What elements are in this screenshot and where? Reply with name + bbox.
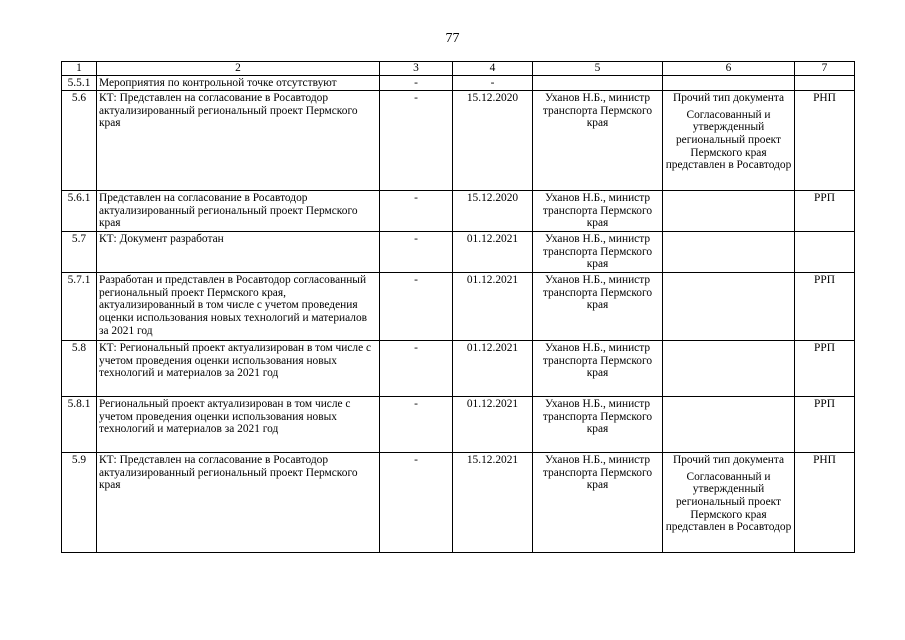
row-responsible: Уханов Н.Б., министр транспорта Пермского края: [533, 232, 663, 273]
row-number: 5.6: [62, 91, 97, 191]
row-col3: -: [380, 75, 453, 91]
header-cell: 6: [663, 62, 795, 76]
row-date: 01.12.2021: [453, 232, 533, 273]
plan-table: [61, 61, 855, 553]
row-responsible: Уханов Н.Б., министр транспорта Пермского края: [533, 191, 663, 232]
row-level: РРП: [795, 341, 855, 397]
table-row: [62, 232, 855, 273]
row-document-result: Согласованный и утвержденный региональный проект Пермского края представлен в Росавтодор: [665, 470, 792, 534]
row-col3: -: [380, 91, 453, 191]
table-row: [62, 91, 855, 191]
row-document-result: Согласованный и утвержденный региональный проект Пермского края представлен в Росавтодор: [665, 108, 792, 172]
row-level: РНП: [795, 453, 855, 553]
header-cell: 7: [795, 62, 855, 76]
row-document: [663, 91, 795, 191]
table-row: [62, 191, 855, 232]
row-document: [663, 75, 795, 91]
row-col3: -: [380, 191, 453, 232]
row-date: 15.12.2021: [453, 453, 533, 553]
row-number: 5.7.1: [62, 273, 97, 341]
row-level: [795, 75, 855, 91]
header-cell: 4: [453, 62, 533, 76]
row-description: КТ: Региональный проект актуализирован в том числе с учетом проведения оценки использования новых технологий и материалов за 2021 год: [97, 341, 380, 397]
row-responsible: Уханов Н.Б., министр транспорта Пермского края: [533, 453, 663, 553]
row-responsible: Уханов Н.Б., министр транспорта Пермского края: [533, 397, 663, 453]
row-level: РРП: [795, 191, 855, 232]
row-date: 15.12.2020: [453, 91, 533, 191]
row-document-type: Прочий тип документа: [672, 454, 785, 467]
row-responsible: Уханов Н.Б., министр транспорта Пермского края: [533, 341, 663, 397]
row-description: КТ: Представлен на согласование в Росавтодор актуализированный региональный проект Пермского края: [97, 453, 380, 553]
row-description: Разработан и представлен в Росавтодор согласованный региональный проект Пермского края, актуализированный в том числе с учетом проведения оценки использования новых технологий и материалов за 2021 год: [97, 273, 380, 341]
table-row: [62, 75, 855, 91]
row-number: 5.9: [62, 453, 97, 553]
row-date: -: [453, 75, 533, 91]
row-description: Мероприятия по контрольной точке отсутствуют: [97, 75, 380, 91]
row-description: Региональный проект актуализирован в том числе с учетом проведения оценки использования новых технологий и материалов за 2021 год: [97, 397, 380, 453]
row-number: 5.8: [62, 341, 97, 397]
row-number: 5.7: [62, 232, 97, 273]
row-level: [795, 232, 855, 273]
header-cell: 5: [533, 62, 663, 76]
row-col3: -: [380, 397, 453, 453]
header-cell: 3: [380, 62, 453, 76]
row-date: 15.12.2020: [453, 191, 533, 232]
row-date: 01.12.2021: [453, 341, 533, 397]
row-document-type: Прочий тип документа: [672, 92, 785, 105]
row-description: Представлен на согласование в Росавтодор актуализированный региональный проект Пермского края: [97, 191, 380, 232]
row-document: [663, 232, 795, 273]
row-document: [663, 453, 795, 553]
row-level: РРП: [795, 397, 855, 453]
row-responsible: Уханов Н.Б., министр транспорта Пермского края: [533, 91, 663, 191]
row-number: 5.6.1: [62, 191, 97, 232]
row-date: 01.12.2021: [453, 273, 533, 341]
row-number: 5.8.1: [62, 397, 97, 453]
row-document: [663, 397, 795, 453]
row-col3: -: [380, 232, 453, 273]
page-number: 77: [445, 31, 460, 46]
table-row: [62, 453, 855, 553]
row-document: [663, 191, 795, 232]
row-description: КТ: Представлен на согласование в Росавтодор актуализированный региональный проект Пермского края: [97, 91, 380, 191]
row-date: 01.12.2021: [453, 397, 533, 453]
table-row: [62, 341, 855, 397]
row-col3: -: [380, 341, 453, 397]
table-row: [62, 397, 855, 453]
row-level: РНП: [795, 91, 855, 191]
header-cell: 1: [62, 62, 97, 76]
row-responsible: Уханов Н.Б., министр транспорта Пермского края: [533, 273, 663, 341]
row-level: РРП: [795, 273, 855, 341]
row-col3: -: [380, 453, 453, 553]
header-cell: 2: [97, 62, 380, 76]
table-header-row: [62, 62, 855, 76]
row-responsible: [533, 75, 663, 91]
row-document: [663, 273, 795, 341]
row-description: КТ: Документ разработан: [97, 232, 380, 273]
row-document: [663, 341, 795, 397]
row-col3: -: [380, 273, 453, 341]
table-row: [62, 273, 855, 341]
row-number: 5.5.1: [62, 75, 97, 91]
